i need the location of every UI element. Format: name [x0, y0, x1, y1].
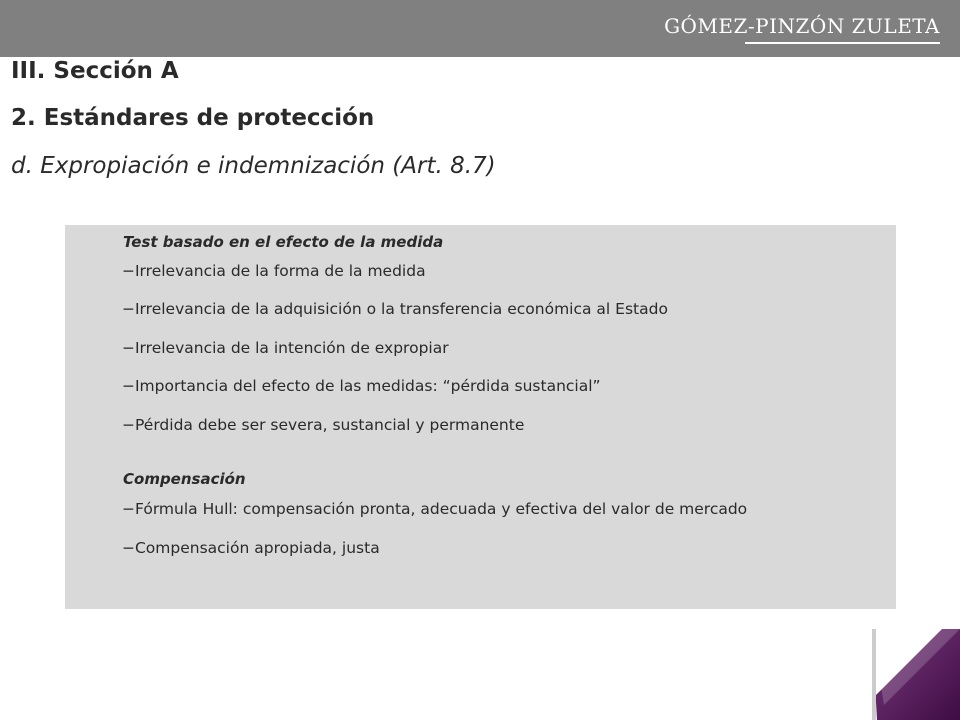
section-title: III. Sección A — [11, 58, 179, 84]
corner-decoration — [872, 629, 960, 720]
test-item-4: −Importancia del efecto de las medidas: “pérdida sustancial” — [122, 377, 601, 395]
test-item-2: −Irrelevancia de la adquisición o la transferencia económica al Estado — [122, 300, 668, 318]
test-item-5: −Pérdida debe ser severa, sustancial y permanente — [122, 416, 525, 434]
comp-item-2: −Compensación apropiada, justa — [122, 539, 380, 557]
company-logo: GÓMEZ-PINZÓN ZULETA — [664, 14, 940, 38]
logo-underline — [745, 42, 940, 44]
test-item-3: −Irrelevancia de la intención de expropiar — [122, 339, 449, 357]
compensation-heading: Compensación — [123, 470, 246, 488]
header-bar — [0, 0, 960, 57]
test-item-1: −Irrelevancia de la forma de la medida — [122, 262, 426, 280]
test-heading: Test basado en el efecto de la medida — [123, 233, 444, 251]
content-box — [65, 225, 896, 609]
subsection-title: 2. Estándares de protección — [11, 105, 375, 131]
comp-item-1: −Fórmula Hull: compensación pronta, adecuada y efectiva del valor de mercado — [122, 500, 748, 518]
topic-title: d. Expropiación e indemnización (Art. 8.7) — [11, 153, 496, 179]
